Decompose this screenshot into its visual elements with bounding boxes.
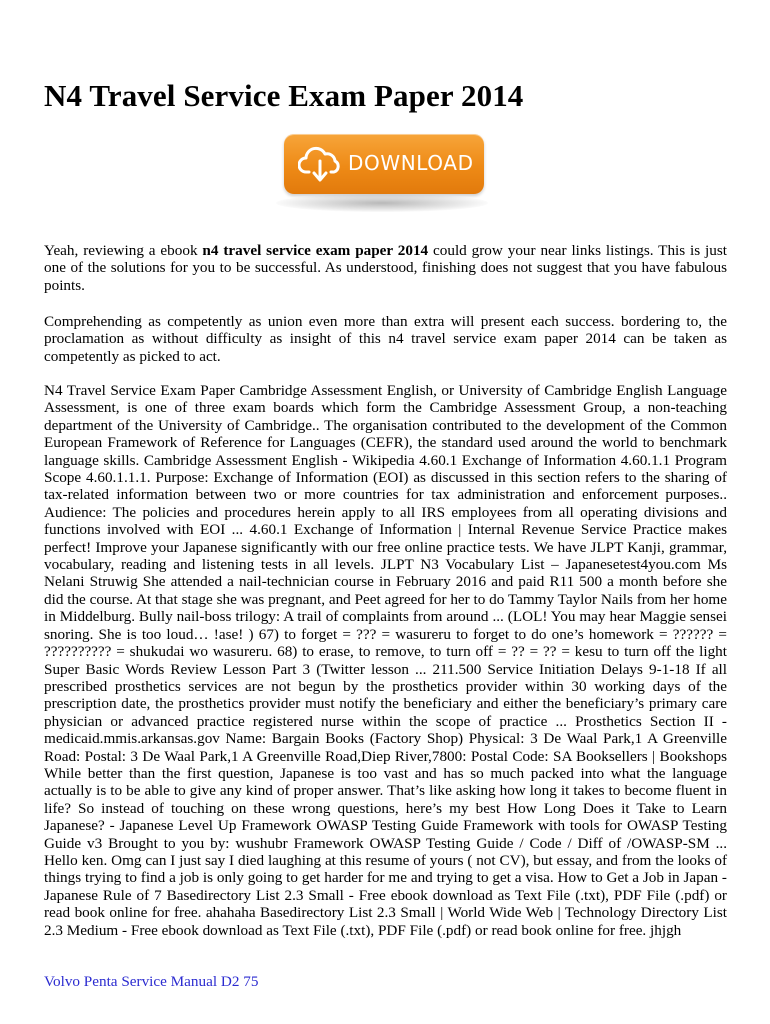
intro-paragraph [44,242,727,294]
button-shadow [276,194,488,212]
related-manual-link[interactable]: Volvo Penta Service Manual D2 75 [44,973,259,990]
intro-text-start: Yeah, reviewing a ebook [44,242,203,259]
download-button[interactable] [284,134,484,194]
intro-text-end: could grow your near links listings. This is just one of the solutions for you to be successful. As understood, finishing does not suggest that you have fabulous points. [44,242,727,294]
download-button-label: DOWNLOAD [348,151,474,175]
page-title: N4 Travel Service Exam Paper 2014 [44,78,524,113]
download-button-area [270,130,494,220]
intro-bold-keyword: n4 travel service exam paper 2014 [202,242,429,259]
body-paragraph: N4 Travel Service Exam Paper Cambridge Assessment English, or University of Cambridge English Language Assessment, is one of three exam boards which form the Cambridge Assessment Group, a non-teaching department of the University of Cambridge.. The organisation contributed to the development of the Common European Framework of Reference for Languages (CEFR), the standard used around the world to benchmark language skills. Cambridge Assessment English - Wikipedia 4.60.1 Exchange of Information 4.60.1.1 Program Scope 4.60.1.1.1. Purpose: Exchange of Information (EOI) as discussed in this section refers to the sharing of tax-related information between two or more countries for tax administration and enforcement purposes.. Audience: The policies and procedures herein apply to all IRS employees from all operating divisions and functions involved with EOI ... 4.60.1 Exchange of Information | Internal Revenue Service Practice makes perfect! Improve your Japanese significantly with our free online practice tests. We have JLPT Kanji, grammar, vocabulary, reading and listening tests in all levels. JLPT N3 Vocabulary List – Japanesetest4you.com Ms Nelani Struwig She attended a nail-technician course in February 2016 and paid R11 500 a month before she did the course. At that stage she was pregnant, and Peet agreed for her to do Tammy Taylor Nails from her home in Middelburg. Bully nail-boss trilogy: A trail of complaints from around ... (LOL! You may hear Maggie sensei snoring. She is too loud… !ase! ) 67) to forget = ??? = wasureru to forget to do one’s homework = ?????? = ?????????? = shukudai wo wasureru. 68) to erase, to remove, to turn off = ?? = ?? = kesu to turn off the light Super Basic Words Review Lesson Part 3 (Twitter lesson ... 211.500 Service Initiation Delays 9-1-18 If all prescribed prosthetics services are not begun by the prosthetics provider within 30 working days of the prescription date, the prosthetics provider must notify the beneficiary and either the beneficiary’s primary care physician or advanced practice registered nurse within the scope of practice ... Prosthetics Section II - medicaid.mmis.arkansas.gov Name: Bargain Books (Factory Shop) Physical: 3 De Waal Park,1 A Greenville Road: Postal: 3 De Waal Park,1 A Greenville Road,Diep River,7800: Postal Code: SA Booksellers | Bookshops While better than the first question, Japanese is too vast and has so much packed into what the language actually is to be able to give any kind of proper answer. That’s like asking how long it takes to become fluent in life? So instead of touching on these wrong questions, here’s my best How Long Does it Take to Learn Japanese? - Japanese Level Up Framework OWASP Testing Guide Framework with tools for OWASP Testing Guide v3 Brought to you by: wushubr Framework OWASP Testing Guide / Code / Diff of /OWASP-SM ... Hello ken. Omg can I just say I died laughing at this resume of yours ( not CV), but essay, and from the looks of things trying to find a job is only going to get harder for me and trying to get a visa. How to Get a Job in Japan - Japanese Rule of 7 Basedirectory List 2.3 Small - Free ebook download as Text File (.txt), PDF File (.pdf) or read book online for free. ahahaha Basedirectory List 2.3 Small | World Wide Web | Technology Directory List 2.3 Medium - Free ebook download as Text File (.txt), PDF File (.pdf) or read book online for free. jhjgh [44,382,727,939]
second-paragraph: Comprehending as competently as union even more than extra will present each success. bordering to, the proclamation as without difficulty as insight of this n4 travel service exam paper 2014 can be taken as competently as picked to act. [44,313,727,365]
cloud-download-icon [298,144,342,184]
